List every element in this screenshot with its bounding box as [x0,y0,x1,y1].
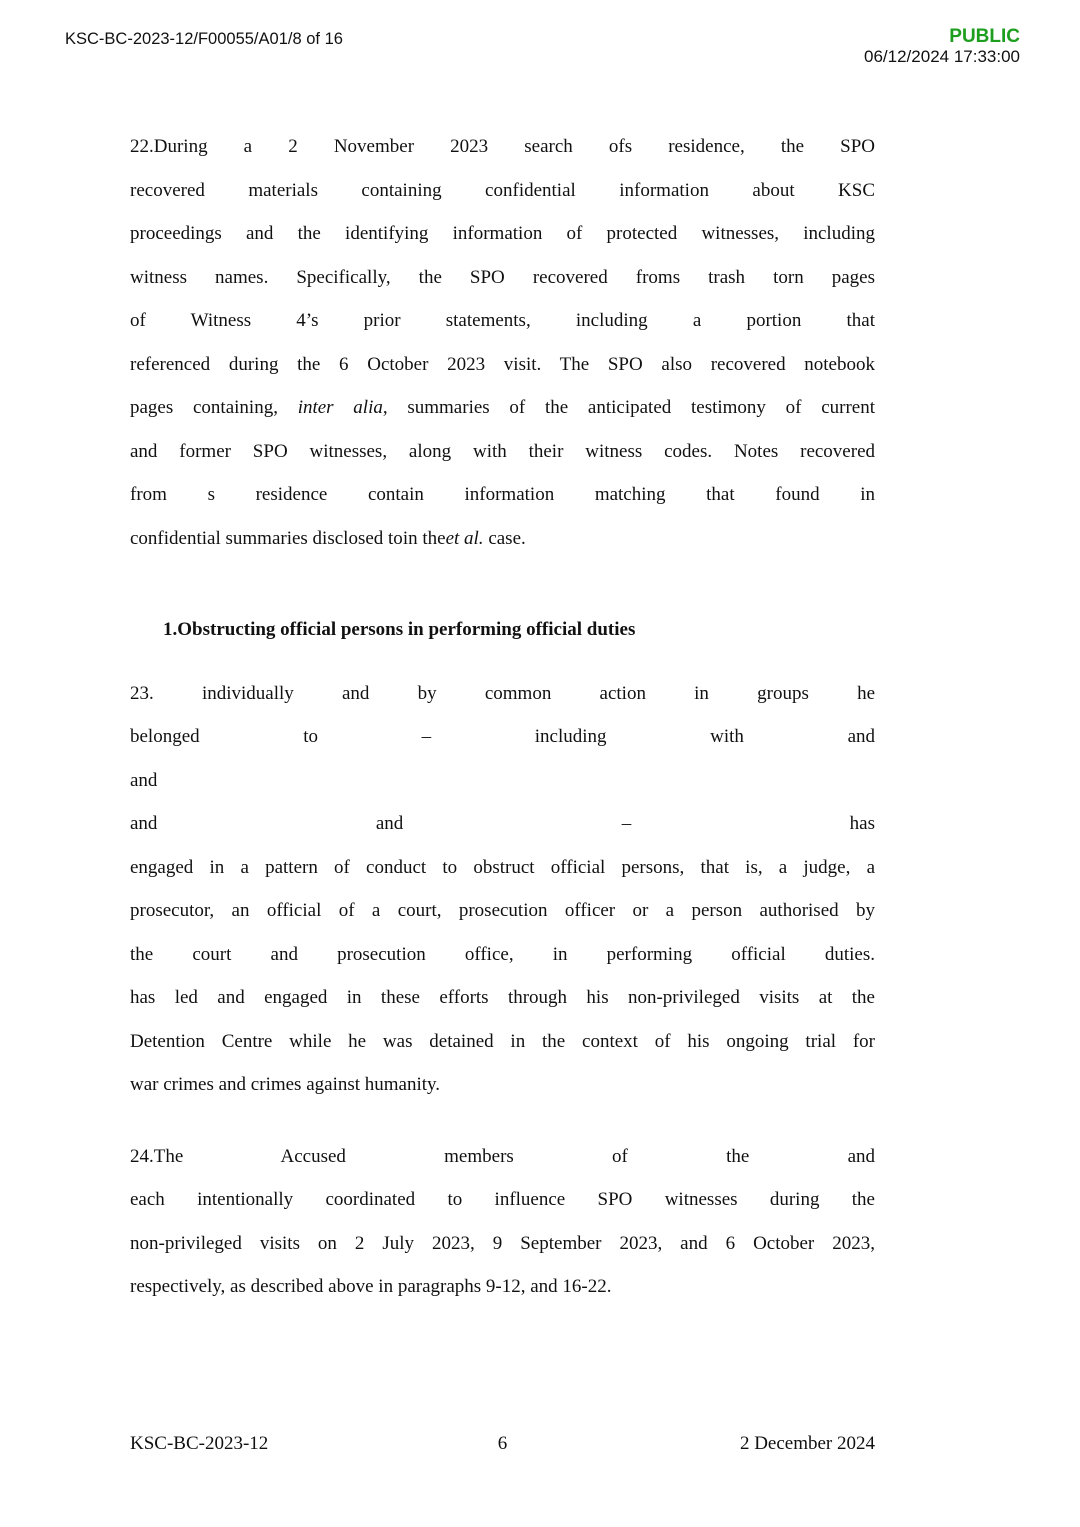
heading-1 [130,608,875,652]
text-line [130,1178,875,1222]
text-segment: proceedings and the identifying information of protected witnesses, including [130,223,875,244]
paragraph-22 [130,125,875,560]
text-segment: The Accused members of the [153,1145,750,1167]
text-line [130,517,875,561]
text-segment: has led and engaged in these efforts through his non-privileged visits at the [130,987,875,1008]
text-segment: and [375,813,622,834]
text-segment: , summaries of the anticipated testimony of current [382,397,876,418]
text-segment: Detention Centre while he was detained in the context of his ongoing trial for [130,1030,875,1052]
text-line [130,125,875,169]
text-segment: in the [402,527,446,549]
text-line [130,169,875,213]
text-segment: 22. [130,136,154,157]
text-line [130,976,875,1020]
text-segment: pages containing, [130,397,298,418]
text-segment: the court and prosecution office, in performing official duties. [130,943,875,965]
text-line [130,933,875,977]
text-line [130,299,875,343]
text-segment: Obstructing official persons in performing official duties [177,619,636,640]
footer-case-number: KSC-BC-2023-12 [130,1433,269,1454]
text-segment: and [847,726,875,747]
text-segment: from [130,484,208,505]
text-segment: prosecutor, an official of a court, prosecution officer or a person authorised by [130,900,875,921]
text-segment: During a 2 November 2023 search of [153,136,625,157]
text-line [130,846,875,890]
text-segment: referenced during the 6 October 2023 visit. The SPO also recovered notebook [130,353,875,375]
text-segment: individually and by common action in groups he [153,682,875,704]
text-segment: each intentionally coordinated to influence SPO witnesses during the [130,1189,875,1210]
text-segment: – has [621,813,876,834]
text-segment: witness names. Specifically, the SPO recovered from [130,266,673,288]
text-segment: respectively, as described above in paragraphs 9-12, and 16-22. [130,1276,612,1297]
header-right-block [864,26,1020,67]
text-line [130,1135,875,1179]
text-segment: s residence contain information matching that found in [207,484,875,505]
text-line [130,1222,875,1266]
document-body [130,125,875,1309]
text-segment: of Witness 4’s prior statements, including a portion that [130,310,875,331]
text-line [163,608,875,652]
text-line [130,672,875,716]
text-line [130,889,875,933]
text-line [130,715,875,759]
text-segment: and former SPO witnesses, along with their witness codes. Notes recovered [130,440,875,462]
text-segment: s trash torn pages [672,266,876,288]
paragraph-24 [130,1135,875,1309]
text-line [130,256,875,300]
header-case-reference: KSC-BC-2023-12/F00055/A01/8 of 16 [65,30,343,48]
header-datetime: 06/12/2024 17:33:00 [864,47,1020,66]
text-segment: case. [483,527,526,549]
text-segment: et al. [445,527,484,549]
paragraph-23 [130,672,875,1107]
text-segment: 1. [163,619,178,640]
text-segment: recovered materials containing confidential information about KSC [130,179,875,201]
text-segment: 23. [130,682,154,704]
text-line [130,343,875,387]
text-segment: inter alia [297,397,383,418]
footer-date: 2 December 2024 [739,1433,875,1454]
text-line [130,1020,875,1064]
text-line [130,802,875,846]
text-segment: belonged to – including with [130,726,848,747]
text-segment: and [749,1145,876,1167]
page-footer [130,1433,875,1455]
text-segment: war crimes and crimes against humanity. [130,1074,441,1095]
text-segment: engaged in a pattern of conduct to obstruct official persons, that is, a judge, a [130,856,875,878]
text-line [130,1265,875,1309]
text-line [130,430,875,474]
text-segment: and [130,769,158,791]
classification-badge: PUBLIC [949,26,1020,47]
text-segment: s residence, the SPO [624,136,875,157]
text-line [130,386,875,430]
text-line [130,1063,875,1107]
footer-page-number: 6 [497,1433,508,1454]
text-segment: confidential summaries disclosed to [130,527,403,549]
text-segment: and [130,813,376,834]
text-line [130,759,875,803]
text-line [130,212,875,256]
text-segment: non-privileged visits on 2 July 2023, 9 September 2023, and 6 October 2023, [130,1232,875,1254]
text-line [130,473,875,517]
text-segment: 24. [130,1145,154,1167]
